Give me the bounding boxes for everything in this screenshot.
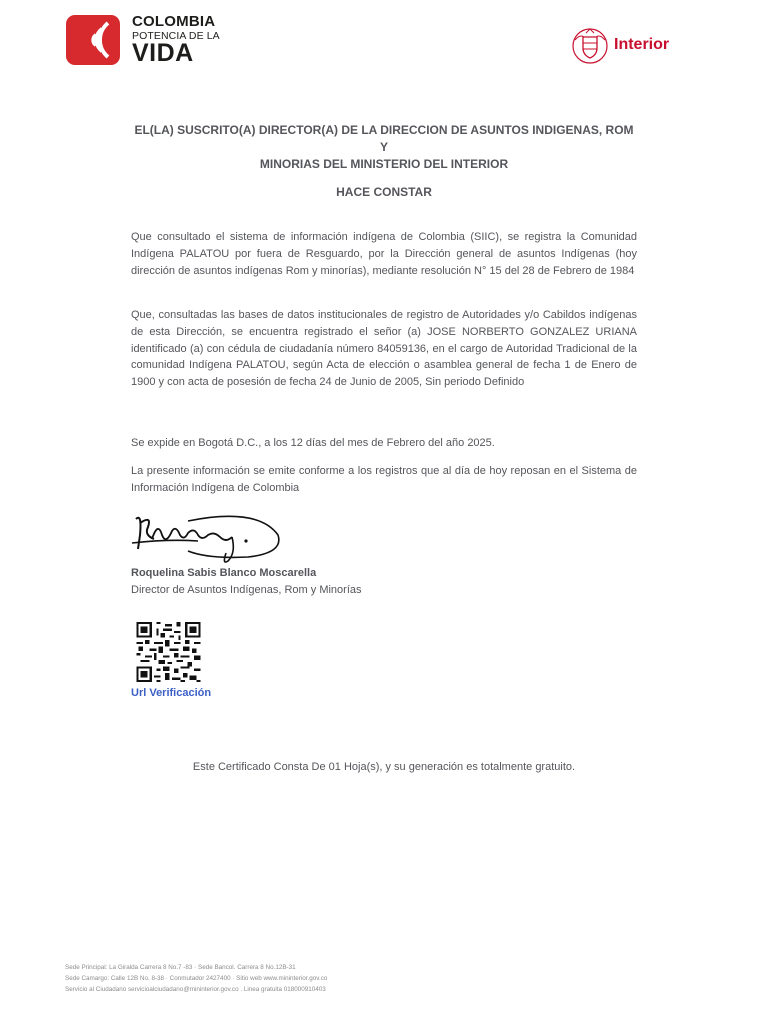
title-line-1: EL(LA) SUSCRITO(A) DIRECTOR(A) DE LA DIRECCION DE ASUNTOS INDIGENAS, ROM Y: [134, 123, 634, 154]
coat-of-arms-icon: [570, 26, 610, 66]
footer-line-3: Servicio al Ciudadano servicioalciudadano@mininterior.gov.co . Linea gratuita 018000910403: [65, 986, 326, 993]
certificate-closing-note: Este Certificado Consta De 01 Hoja(s), y su generación es totalmente gratuito.: [192, 761, 576, 773]
handwritten-signature: [128, 505, 284, 569]
document-subtitle: HACE CONSTAR: [336, 185, 432, 199]
signatory-name: Roquelina Sabis Blanco Moscarella: [131, 567, 317, 579]
brand-mark-icon: [66, 15, 120, 65]
paragraph-authority-registration: Que, consultadas las bases de datos institucionales de registro de Autoridades y/o Cabildos indígenas de esta Dirección, se encuentra registrado el señor (a) JOSE NORBERTO GONZALEZ URIANA identificado (a) con cédula de ciudadanía número 84059136, en el cargo de Autoridad Tradicional de la comunidad Indígena PALATOU, según Acta de elección o asamblea general de fecha 1 de Enero de 1900 y con acta de posesión de fecha 24 de Junio de 2005, Sin periodo Definido: [131, 309, 637, 389]
ministerio-interior-logo: [570, 26, 690, 68]
brand-line-vida: VIDA: [132, 39, 194, 67]
verification-url-link[interactable]: Url Verificación: [131, 687, 212, 699]
brand-line-colombia: COLOMBIA: [132, 13, 216, 30]
paragraph-issue-date: Se expide en Bogotá D.C., a los 12 días del mes de Febrero del año 2025.: [131, 437, 495, 449]
paragraph-community-registration: Que consultado el sistema de información indígena de Colombia (SIIC), se registra la Comunidad Indígena PALATOU por fuera de Resguardo, por la Dirección general de asuntos Indígenas (hoy dirección de asuntos indígenas Rom y minorías), mediante resolución N° 15 del 28 de Febrero de 1984: [131, 231, 637, 277]
signatory-role: Director de Asuntos Indígenas, Rom y Minorías: [131, 584, 362, 596]
verification-qr-code[interactable]: [136, 622, 201, 682]
title-line-2: MINORIAS DEL MINISTERIO DEL INTERIOR: [259, 157, 509, 171]
colombia-potencia-de-la-vida-logo: [66, 13, 220, 67]
footer-line-1: Sede Principal: La Giralda Carrera 8 No.7 -83 · Sede Bancol. Carrera 8 No.12B-31: [65, 964, 296, 971]
ministry-label: Interior: [614, 36, 670, 53]
brand-line-potencia: POTENCIA DE LA: [132, 30, 220, 42]
document-title: [131, 122, 637, 173]
paragraph-information-notice: La presente información se emite conforme a los registros que al día de hoy reposan en el Sistema de Información Indígena de Colombia: [131, 465, 637, 494]
footer-line-2: Sede Camargo: Calle 12B No. 8-38 · Conmutador 2427400 · Sitio web www.mininterior.gov.co: [65, 975, 328, 982]
